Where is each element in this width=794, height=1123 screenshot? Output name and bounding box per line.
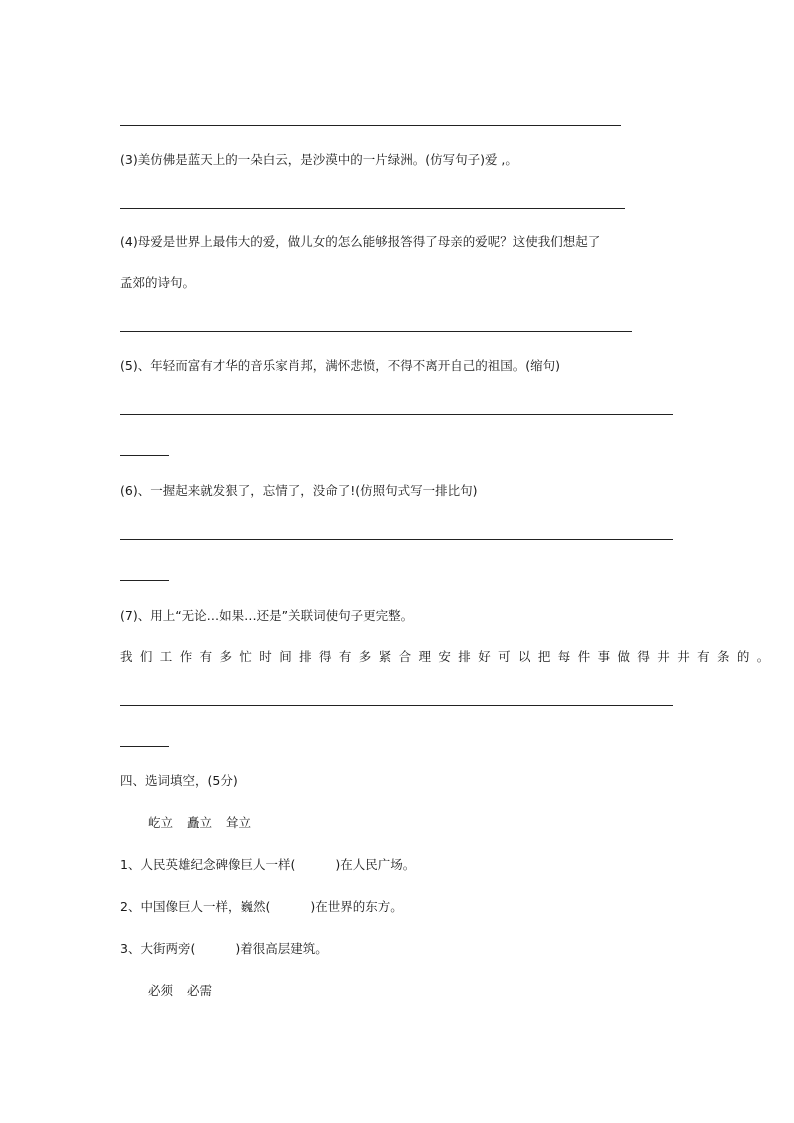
answer-line [120,331,632,332]
answer-line [120,414,673,415]
word-choice: 必需 [187,983,213,998]
question-7-instruction: (7)、用上“无论…如果…还是”关联词使句子更完整。 [120,608,414,623]
answer-line-short [120,580,169,581]
answer-line [120,539,673,540]
fill-item-2 [120,899,403,915]
question-4-line-2: 孟郊的诗句。 [120,275,196,290]
fill-item-3 [120,941,328,957]
question-5: (5)、年轻而富有才华的音乐家肖邦，满怀悲愤，不得不离开自己的祖国。(缩句) [120,358,560,373]
word-choice: 屹立 [148,815,174,830]
word-choice: 耸立 [226,815,252,830]
answer-line-short [120,455,169,456]
question-3: (3)美仿佛是蓝天上的一朵白云，是沙漠中的一片绿洲。(仿写句子)爱 ,。 [120,152,518,167]
section-4-title: 四、选词填空，(5分) [120,773,238,788]
question-6: (6)、一握起来就发狠了，忘情了，没命了!(仿照句式写一排比句) [120,483,478,498]
question-7-sentence: 我们工作有多忙时间排得有多紧合理安排好可以把每件事做得井井有条的。 [120,649,777,664]
answer-line-short [120,746,169,747]
answer-line [120,705,673,706]
word-choices-2 [148,983,212,999]
answer-line [120,125,621,126]
fill-item-text: 3、大街两旁( [120,941,196,956]
fill-item-text: 2、中国像巨人一样，巍然( [120,899,271,914]
fill-item-text: )在人民广场。 [335,857,416,872]
word-choice: 必须 [148,983,174,998]
question-4-line-1: (4)母爱是世界上最伟大的爱，做儿女的怎么能够报答得了母亲的爱呢？这使我们想起了 [120,234,601,249]
fill-item-text: )在世界的东方。 [310,899,403,914]
word-choice: 矗立 [187,815,213,830]
fill-item-1 [120,857,415,873]
fill-item-text: )着很高层建筑。 [235,941,328,956]
word-choices-1 [148,815,251,831]
fill-item-text: 1、人民英雄纪念碑像巨人一样( [120,857,296,872]
answer-line [120,208,625,209]
